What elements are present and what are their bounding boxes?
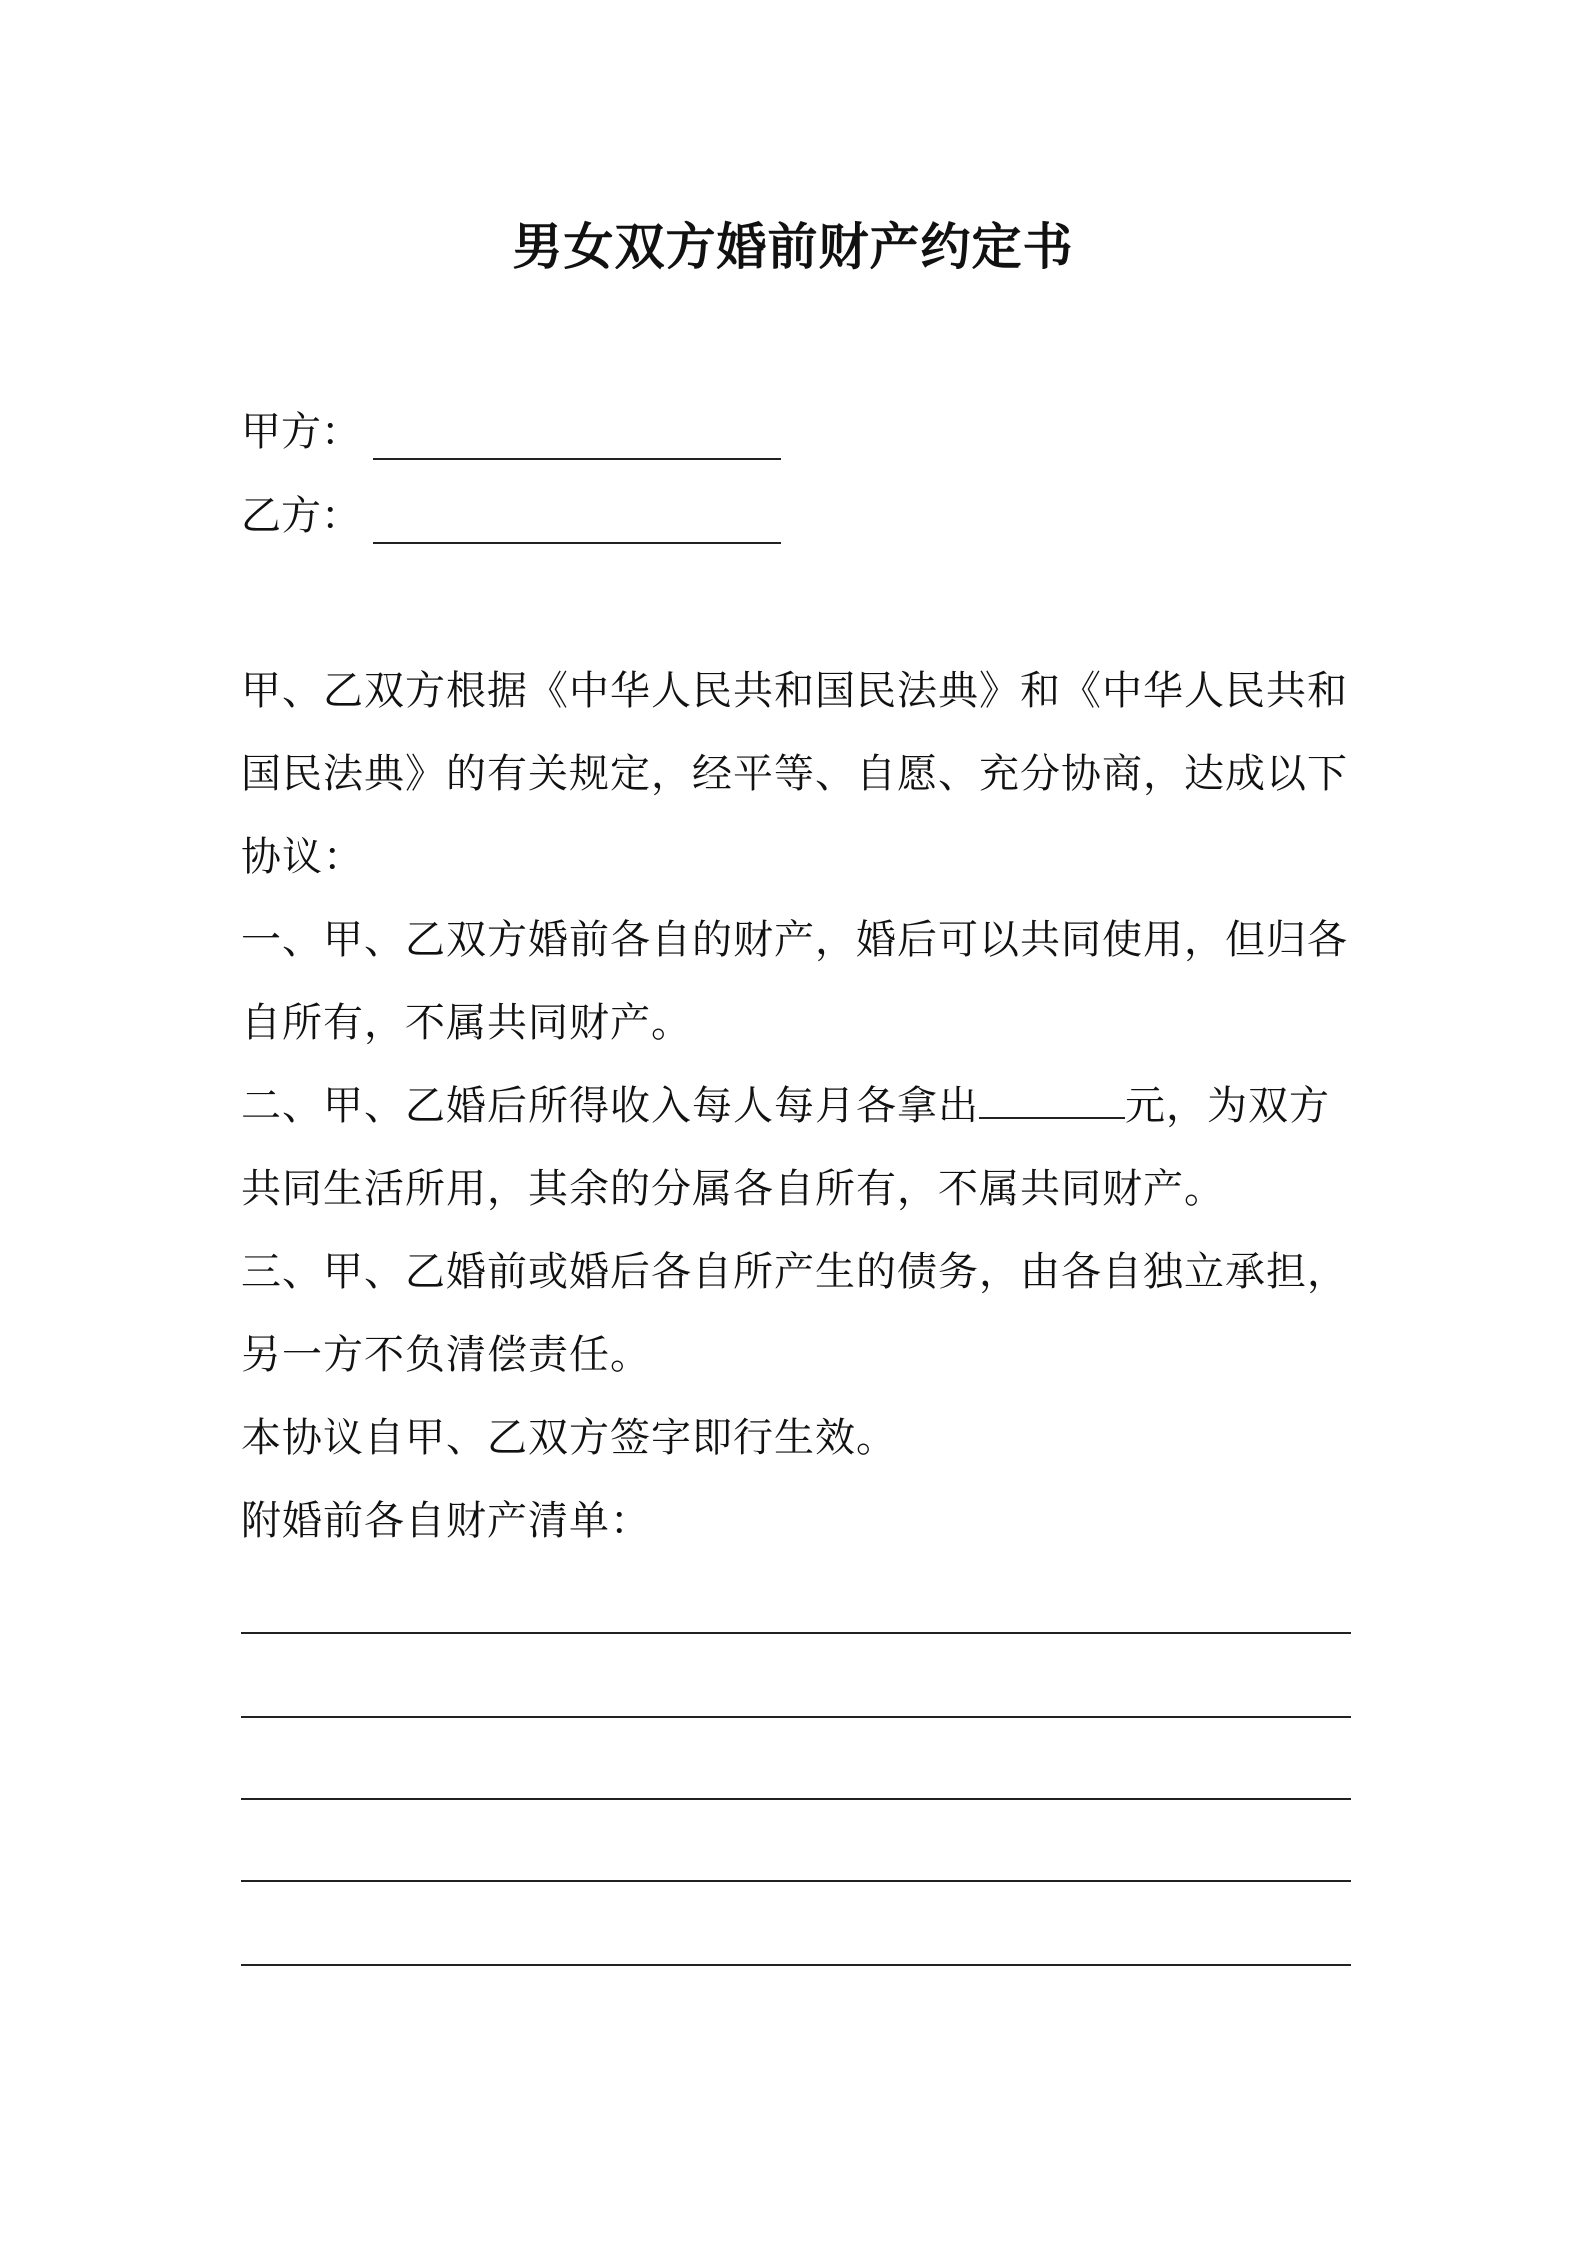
clause-2 [241, 1065, 1351, 1231]
property-list-line[interactable] [241, 1716, 1351, 1718]
intro-paragraph: 甲、乙双方根据《中华人民共和国民法典》和《中华人民共和国民法典》的有关规定，经平等、自愿、充分协商，达成以下协议： [241, 668, 1348, 880]
property-list-line[interactable] [241, 1880, 1351, 1882]
property-list-line[interactable] [241, 1632, 1351, 1634]
monthly-amount-blank[interactable] [979, 1083, 1125, 1119]
effective-clause: 本协议自甲、乙双方签字即行生效。 [241, 1415, 897, 1461]
party-a-label: 甲方： [241, 409, 361, 455]
clause-2-text-before: 二、甲、乙婚后所得收入每人每月各拿出 [241, 1083, 979, 1129]
agreement-body [241, 650, 1351, 1563]
party-b-label: 乙方： [241, 493, 361, 539]
clause-3: 三、甲、乙婚前或婚后各自所产生的债务，由各自独立承担，另一方不负清偿责任。 [241, 1249, 1348, 1378]
clause-2-text-after: 元，为双方共同生活所用，其余的分属各自所有，不属共同财产。 [241, 1083, 1330, 1212]
party-b-line [241, 488, 781, 544]
property-list-line[interactable] [241, 1964, 1351, 1966]
attachment-label: 附婚前各自财产清单： [241, 1498, 651, 1544]
property-list-line[interactable] [241, 1798, 1351, 1800]
party-a-line [241, 404, 781, 460]
clause-1: 一、甲、乙双方婚前各自的财产，婚后可以共同使用，但归各自所有，不属共同财产。 [241, 917, 1348, 1046]
document-title: 男女双方婚前财产约定书 [512, 218, 1074, 276]
party-b-blank[interactable] [373, 506, 781, 544]
party-a-blank[interactable] [373, 422, 781, 460]
